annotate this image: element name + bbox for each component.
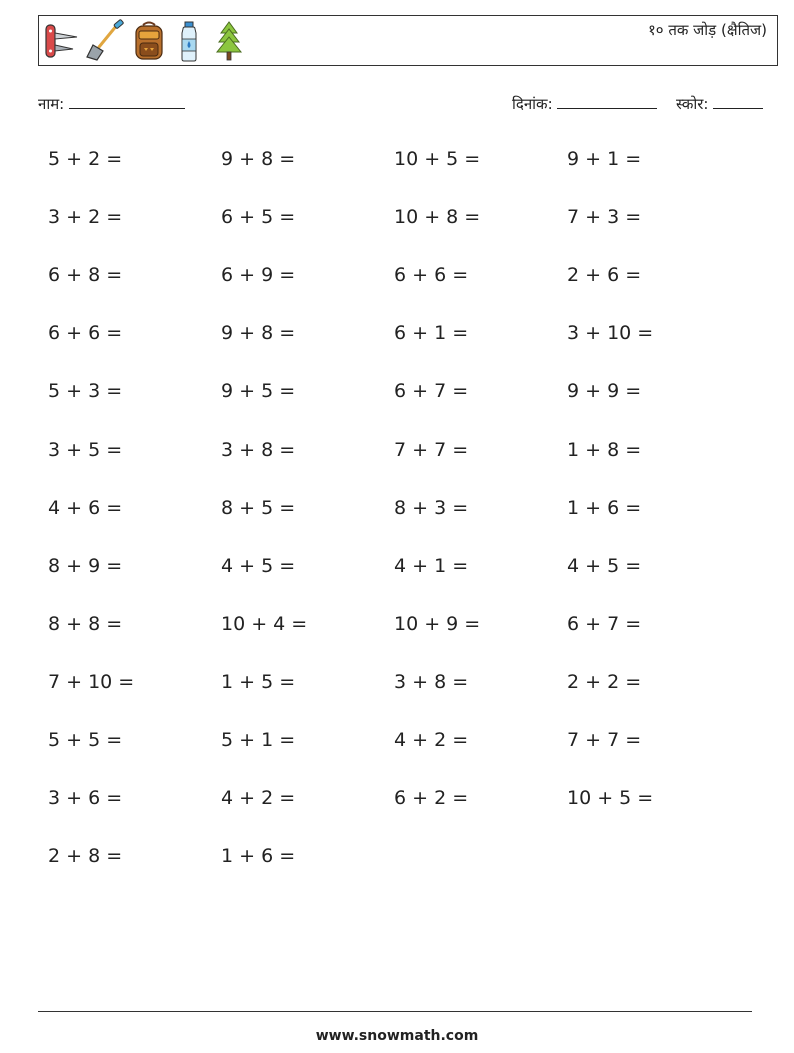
problem-item: 10 + 5 = (567, 787, 654, 810)
problem-item: 5 + 2 = (48, 148, 123, 170)
problem-item: 3 + 5 = (48, 438, 123, 461)
name-label: नाम: (38, 95, 65, 113)
problem-item: 6 + 2 = (394, 787, 469, 810)
problem-item: 4 + 6 = (48, 496, 123, 519)
score-field (676, 94, 763, 114)
problem-item: 7 + 7 = (567, 729, 642, 751)
problem-item: 5 + 1 = (221, 729, 296, 751)
score-blank[interactable] (713, 94, 763, 109)
problem-item: 4 + 2 = (394, 729, 469, 751)
problem-item: 7 + 7 = (394, 438, 469, 461)
worksheet-title: १० तक जोड़ (क्षैतिज) (647, 21, 767, 39)
backpack-icon (129, 19, 169, 63)
problem-item: 1 + 8 = (567, 438, 642, 461)
problem-item: 2 + 8 = (48, 845, 123, 868)
date-blank[interactable] (557, 94, 657, 109)
pine-tree-icon (209, 19, 249, 63)
name-blank[interactable] (69, 94, 185, 109)
problem-item: 10 + 8 = (394, 206, 481, 229)
problem-item: 8 + 3 = (394, 496, 469, 519)
problem-item: 5 + 3 = (48, 380, 123, 403)
problem-item: 6 + 5 = (221, 206, 296, 229)
problem-item: 9 + 8 = (221, 322, 296, 345)
problem-item: 10 + 9 = (394, 612, 481, 635)
problem-item: 3 + 8 = (394, 670, 469, 693)
problem-item: 6 + 8 = (48, 264, 123, 287)
problem-item: 10 + 4 = (221, 612, 308, 635)
problem-item: 6 + 7 = (567, 612, 642, 635)
problem-item: 4 + 1 = (394, 554, 469, 577)
problem-item: 7 + 10 = (48, 670, 135, 693)
problem-item: 4 + 5 = (567, 554, 642, 577)
problem-item: 7 + 3 = (567, 206, 642, 229)
problem-item: 9 + 9 = (567, 380, 642, 403)
problem-item: 2 + 6 = (567, 264, 642, 287)
problem-item: 4 + 5 = (221, 554, 296, 577)
score-label: स्कोर: (676, 95, 709, 113)
header-icons (43, 19, 249, 63)
problem-item: 3 + 8 = (221, 438, 296, 461)
date-field (512, 94, 657, 114)
problem-item: 9 + 8 = (221, 148, 296, 170)
problem-item: 9 + 1 = (567, 148, 642, 170)
problem-item: 6 + 6 = (394, 264, 469, 287)
problem-item: 8 + 9 = (48, 554, 123, 577)
problem-item: 6 + 6 = (48, 322, 123, 345)
problem-item: 9 + 5 = (221, 380, 296, 403)
footer-divider (38, 1011, 752, 1012)
pocket-knife-icon (43, 19, 81, 63)
problem-item: 1 + 5 = (221, 670, 296, 693)
problem-item: 3 + 10 = (567, 322, 654, 345)
problem-item: 8 + 5 = (221, 496, 296, 519)
problem-item: 3 + 6 = (48, 787, 123, 810)
problem-item: 6 + 9 = (221, 264, 296, 287)
date-label: दिनांक: (512, 95, 553, 113)
problem-item: 10 + 5 = (394, 148, 481, 170)
problem-item: 2 + 2 = (567, 670, 642, 693)
worksheet-header (38, 15, 778, 66)
problem-item: 3 + 2 = (48, 206, 123, 229)
water-bottle-icon (171, 19, 207, 63)
footer-website: www.snowmath.com (315, 1028, 479, 1044)
problem-item: 8 + 8 = (48, 612, 123, 635)
problem-item: 5 + 5 = (48, 729, 123, 751)
problem-item: 6 + 1 = (394, 322, 469, 345)
shovel-icon (83, 19, 127, 63)
name-field (38, 94, 185, 114)
problem-item: 6 + 7 = (394, 380, 469, 403)
problem-item: 4 + 2 = (221, 787, 296, 810)
problem-item: 1 + 6 = (567, 496, 642, 519)
problem-item: 1 + 6 = (221, 845, 296, 868)
